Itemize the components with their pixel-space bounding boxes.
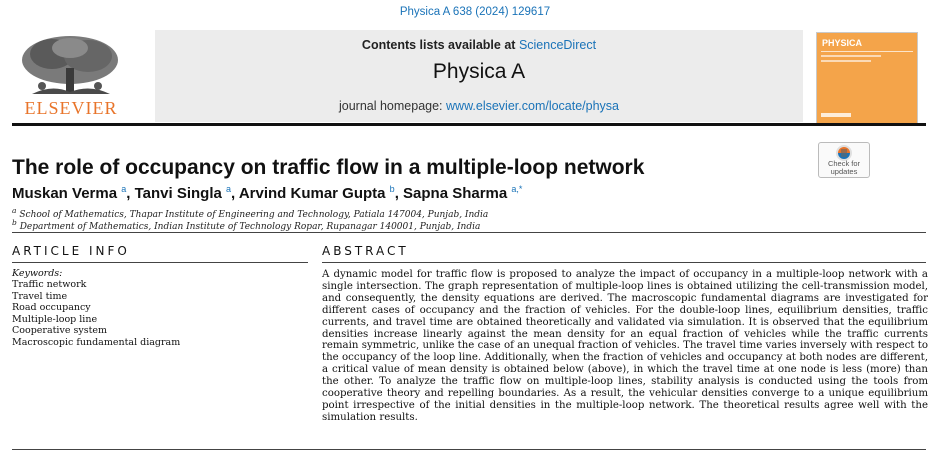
article-info-underline [12, 262, 308, 263]
publisher-name: ELSEVIER [24, 98, 118, 118]
author-sup: a [121, 184, 127, 194]
citation-line: Physica A 638 (2024) 129617 [399, 6, 551, 18]
abstract-heading: ABSTRACT [322, 244, 409, 258]
abstract-underline [322, 262, 926, 263]
author-name[interactable]: Tanvi Singla [134, 185, 222, 202]
keyword-list [12, 279, 180, 348]
sciencedirect-link[interactable]: ScienceDirect [518, 38, 597, 52]
author-sup: b [389, 184, 395, 194]
article-title: The role of occupancy on traffic flow in a multiple-loop network [12, 156, 645, 179]
keyword-item: Macroscopic fundamental diagram [12, 336, 181, 348]
affiliation-text: Department of Mathematics, Indian Institute of Technology Ropar, Rupanagar 140001, Punjab, India [19, 222, 481, 232]
journal-title: Physica A [432, 60, 526, 83]
check-updates-line1: Check for [827, 159, 861, 168]
author-name[interactable]: Sapna Sharma [403, 185, 508, 202]
journal-homepage-line [155, 99, 803, 113]
keyword-item: Travel time [12, 290, 68, 302]
check-updates-label [818, 160, 870, 176]
article-info-heading: ARTICLE INFO [12, 244, 130, 258]
homepage-link[interactable]: www.elsevier.com/locate/physa [446, 99, 620, 113]
affiliation-sup: b [12, 218, 17, 227]
check-updates-line2: updates [830, 167, 858, 176]
header-rule [12, 123, 926, 126]
author-sup: a,* [511, 184, 523, 194]
author-sup: a [226, 184, 232, 194]
author-name[interactable]: Arvind Kumar Gupta [238, 185, 386, 202]
keyword-item: Traffic network [12, 279, 87, 290]
contents-line [155, 38, 803, 52]
homepage-prefix: journal homepage: [338, 99, 443, 113]
affiliation-text: School of Mathematics, Thapar Institute of Engineering and Technology, Patiala 147004, Punjab, India [19, 210, 489, 220]
affiliation-sup: a [12, 206, 17, 215]
cover-title: PHYSICA [822, 38, 863, 48]
bottom-rule [12, 449, 926, 450]
keywords-label: Keywords: [12, 268, 63, 279]
affiliation-line [12, 218, 480, 232]
section-rule [12, 232, 926, 233]
keyword-item: Cooperative system [12, 325, 108, 336]
author-list: Muskan Verma $^a$, Tanvi Singla $^a$, Arvind Kumar Gupta $^b$, Sapna Sharma $^{a,*}$ [12, 184, 523, 202]
keyword-item: Multiple-loop line [12, 313, 98, 325]
contents-prefix: Contents lists available at [361, 38, 516, 52]
abstract-body: A dynamic model for traffic flow is proposed to analyze the impact of occupancy in a multiple-loop network with a single intersection. The graph representation of multiple-loop lines is obtained utilizing the cell-transmission model, and consequently, the density equations are derived. The macroscopic fundamental diagrams are investigated for different cases of occupancy and the fraction of vehicles. For the double-loop lines, equilibrium densities, traffic currents, and travel time are obtained theoretically and validated via simulation. It is observed that the equilibrium densities increase linearly against the mean density for an equal fraction of vehicles while the traffic currents remain symmetric, unlike the case of an unequal fraction of vehicles. The travel time varies inversely with respect to the occupancy of the loop line. Additionally, when the fraction of vehicles and occupancy at both nodes are different, a critical value of mean density is obtained below (above), in which the travel time at one node is less (more) than the other. To analyze the traffic flow on multiple-loop lines, stability analysis is conducted using the tools from cooperative theory and repelling boundaries. As a result, the vehicular densities converge to a unique equilibrium point irrespective of the initial densities in the multiple-loop network. The theoretical results agree well with the simulation results. [322, 269, 928, 423]
author-name[interactable]: Muskan Verma [12, 185, 118, 202]
keyword-item: Road occupancy [12, 302, 91, 313]
